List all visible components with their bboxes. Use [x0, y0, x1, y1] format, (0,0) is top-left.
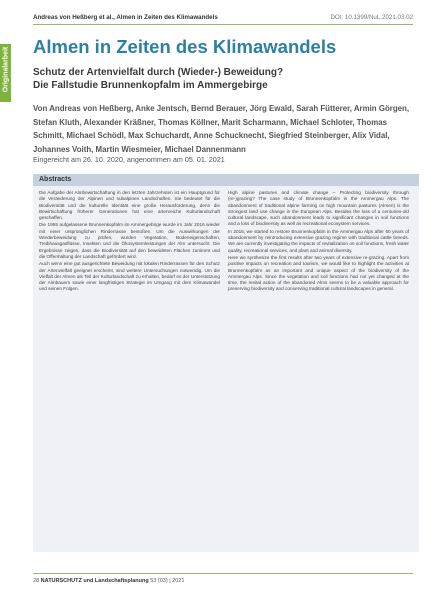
- author-list: Von Andreas von Heßberg, Anke Jentsch, Bernd Berauer, Jörg Ewald, Sarah Fütterer, Armin Görgen, Stefan Kluth, Alexander Kräßner, Thomas Köllner, Marit Scharmann, Michael Schloter, Thomas Schmitt, Michael Schödl, Max Schuchardt, Anne Schucknecht, Siegfried Steinberger, Alix Vidal, Johannes Voith, Martin Wiesmeier, Michael Dannenmann: [33, 104, 410, 154]
- page-number: 28: [33, 578, 41, 584]
- abstract-paragraph: Die 1955 aufgelassene Brunnenkopfalm im Ammergebirge wurde im Jahr 2016 wieder mit einer ursprünglichen Rinderrasse bestoßen. Um die Auswirkungen der Wiederbeweidung zu prüfen, wurden Vegetation, Bodeneigenschaften, Treibhausgasflüsse, Insekten und die Ökosystemleistungen der Alm untersucht. Die Ergebnisse zeigen, dass die Biodiversität auf den beweideten Flächen zunimmt und die Offenhaltung der Landschaft gefördert wird.: [39, 222, 220, 259]
- article-subtitle: [33, 66, 413, 92]
- footer-rule: [33, 573, 413, 574]
- page-footer: [33, 578, 184, 584]
- running-head: [33, 14, 413, 21]
- running-head-title: Andreas von Heßberg et al., Almen in Zeiten des Klimawandels: [33, 14, 218, 21]
- journal-name: NATURSCHUTZ und Landschaftsplanung: [40, 578, 151, 584]
- abstract-english-column: [228, 190, 409, 294]
- side-tab-label: Originalarbeit: [2, 46, 10, 93]
- abstract-paragraph: High alpine pastures and climate change – Protecting biodiversity through (re-)grazing? The case study of Brunnenkopfalm in the Ammergau Alps. The abandonment of traditional alpine farming on high mountain pastures (Almen) is the strongest land use change in the European Alps. Besides the loss of a centuries-old cultural landscape, such abandonment leads to significant changes in soil functions and a loss of biodiversity as well as recreational ecosystem services.: [228, 190, 409, 227]
- doi-link[interactable]: DOI: 10.1399/NuL.2021.03.02: [330, 14, 413, 21]
- abstract-paragraph: Die Aufgabe der Almbewirtschaftung in den letzten Jahrzehnten ist ein Hauptgrund für die Veränderung der Alpinen und subalpinen Landschaften. Sie bedeutet für die Biodiversität und die kulturelle Identität eine große Herausforderung, denn die Bewirtschaftung früherer Generationen hat eine artenreiche Kulturlandschaft geschaffen.: [39, 190, 220, 221]
- abstract-paragraph: Here we synthesize the first results after two years of extensive re-grazing. Apart from positive impacts on recreation and tourism, we would like to highlight the activities at Brunnenkopfalm as an important and unique aspect of the biodiversity of the Ammergau Alps. Since the vegetation and soil functions had not yet changed at the time, the revital action of the abandoned Alms seems to be a valuable approach for preserving biodiversity and conserving traditional cultural landscapes in general.: [228, 254, 409, 292]
- abstract-header: [33, 174, 419, 186]
- submission-dates: Eingereicht am 26. 10. 2020, angenommen am 05. 01. 2021: [33, 155, 225, 164]
- abstract-heading: Abstracts: [39, 176, 72, 183]
- journal-issue: 53 (03) | 2021: [150, 578, 185, 584]
- subtitle-line-2: Die Fallstudie Brunnenkopfalm im Ammergebirge: [33, 80, 268, 91]
- section-side-tab: [0, 44, 11, 102]
- abstract-paragraph: Auch wenn eine gut ausgerichtete Beweidung mit lokalen Rinderrassen für den Schutz der Artenvielfalt geeignet erscheint, sind weitere Untersuchungen notwendig. Um die Vielfalt der Almen als Teil der Kulturlandschaft zu erhalten, bedarf es der Unterstützung der Almbauern sowie einer langfristigen Strategie im Umgang mit dem Klimawandel und seinen Folgen.: [39, 261, 220, 292]
- article-title: Almen in Zeiten des Klimawandels: [33, 36, 337, 57]
- abstract-paragraph: In 2016, we started to restore Brunnenkopfalm in the Ammergau Alps after 60 years of abandonment by reintroducing extensive grazing regime with traditional cattle breeds. We are currently investigating the impacts of revitalization on soil functions, fresh water quality, recreational services, and plant and animal diversity.: [228, 228, 409, 253]
- abstract-german-column: [39, 190, 220, 294]
- subtitle-line-1: Schutz der Artenvielfalt durch (Wieder-) Beweidung?: [33, 67, 284, 78]
- header-rule: [33, 24, 413, 25]
